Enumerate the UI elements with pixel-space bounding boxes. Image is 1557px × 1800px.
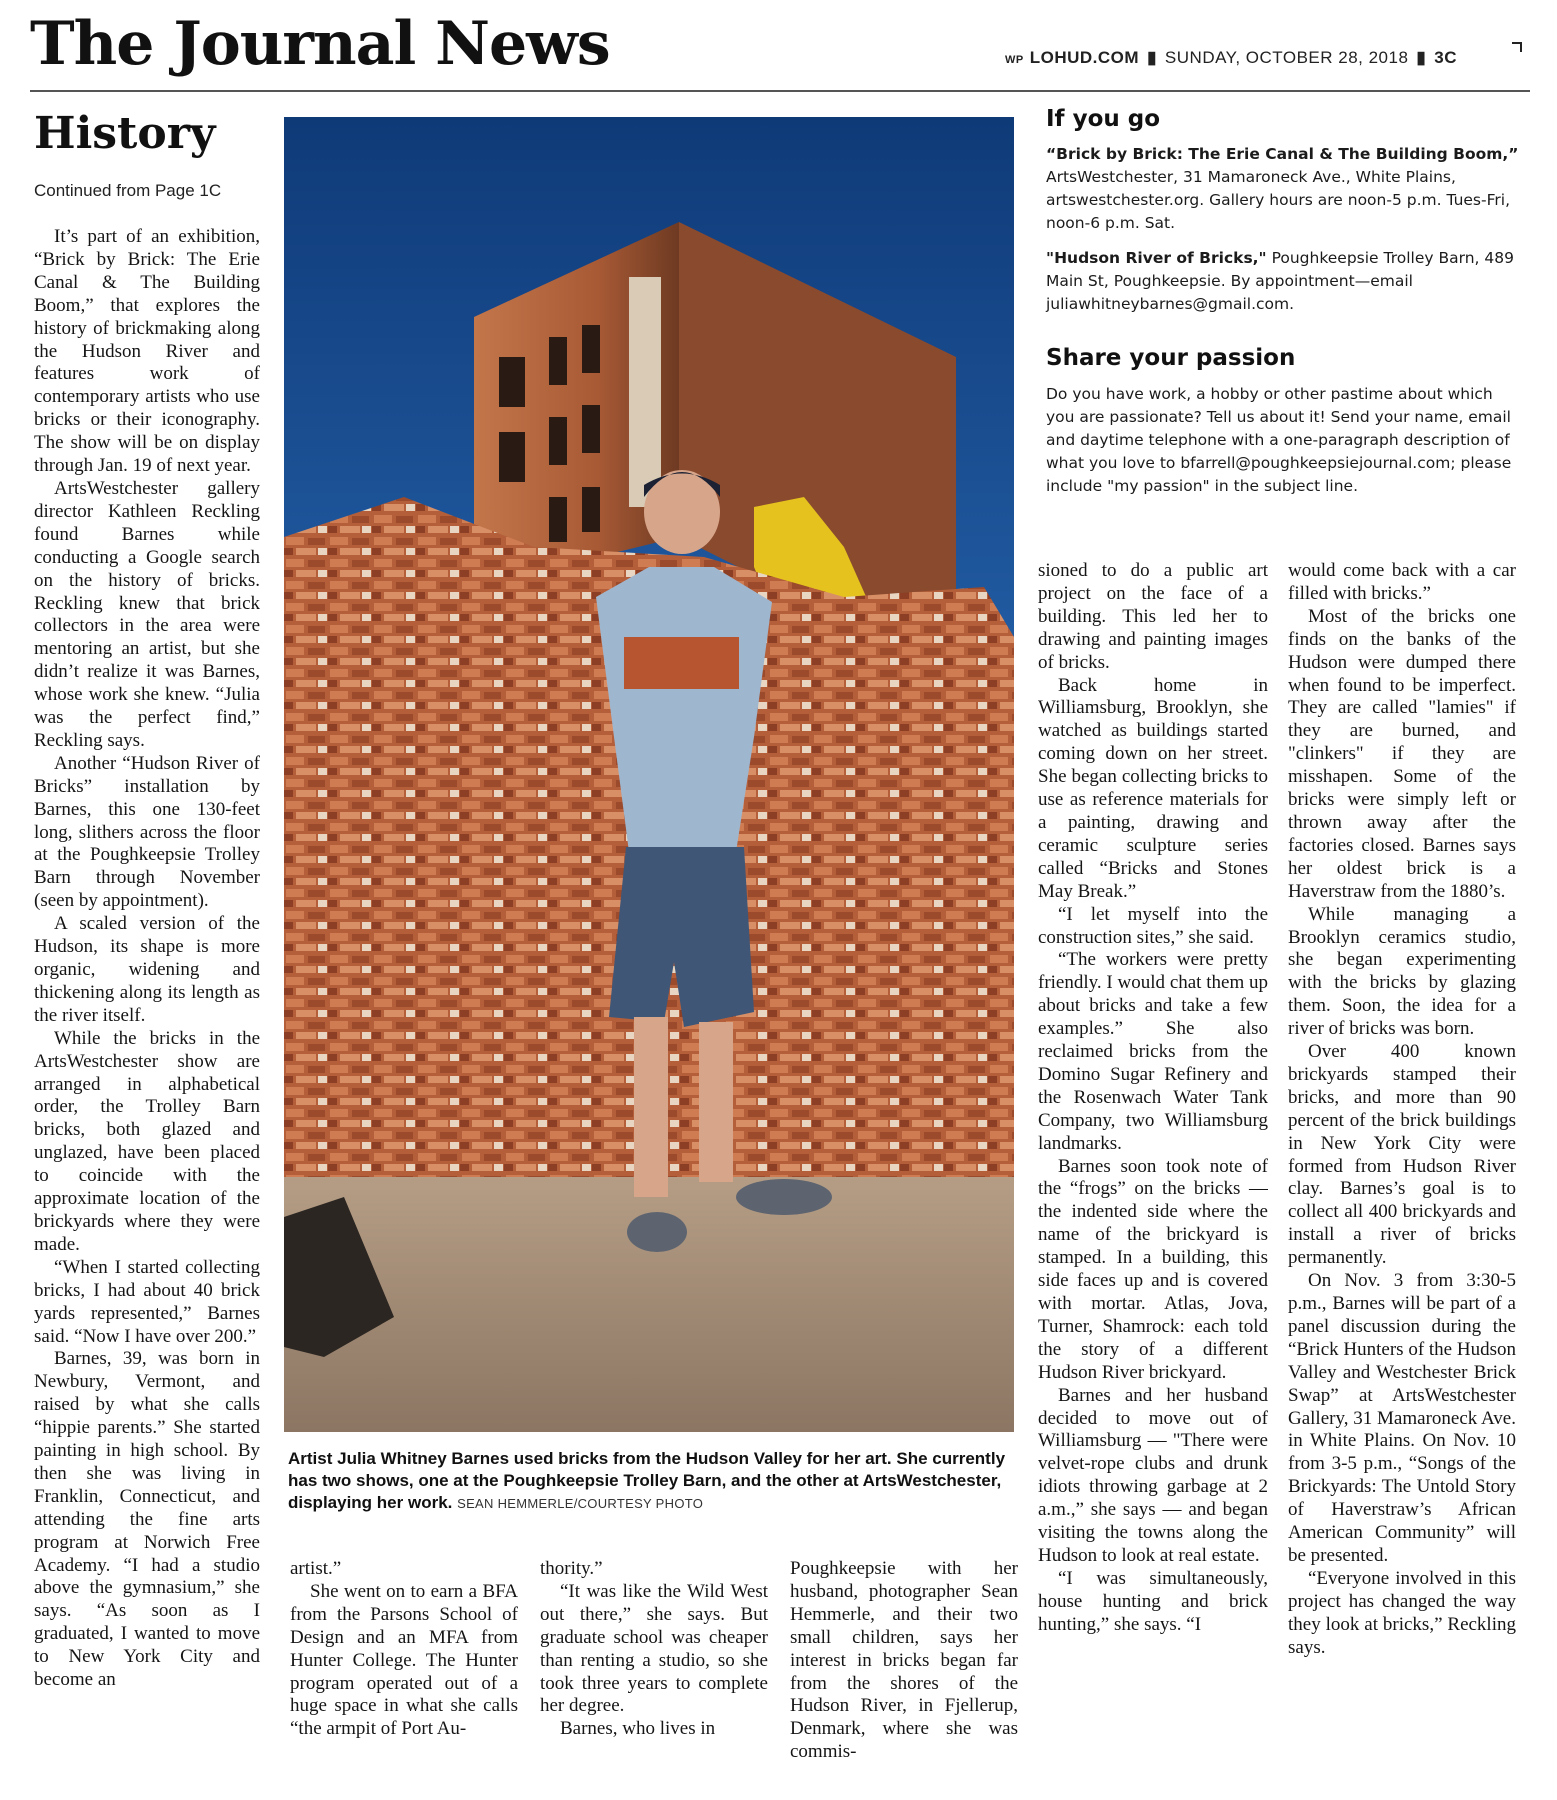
dateline: [1005, 48, 1525, 68]
paragraph: It’s part of an exhibition, “Brick by Brick: The Erie Canal & The Building Boom,” that explores the history of brickmaking along the Hudson River and features work of contemporary artists who use bricks or their iconography. The show will be on display through Jan. 19 of next year.: [34, 226, 260, 477]
site-name: LOHUD.COM: [1029, 48, 1140, 67]
paragraph: While the bricks in the ArtsWestchester show are arranged in alphabetical order, the Trolley Barn bricks, both glazed and unglazed, have been placed to coincide with the approximate location of the brickyards where they were made.: [34, 1027, 260, 1255]
paragraph: Barnes and her husband decided to move out of Williamsburg — "There were velvet-rope clubs and drunk idiots throwing garbage at 2 a.m.,” she says — and began visiting the towns along the Hudson to look at real estate.: [1038, 1384, 1268, 1566]
paragraph: A scaled version of the Hudson, its shape is more organic, widening and thickening along its length as the river itself.: [34, 913, 260, 1026]
share-passion-text: [1046, 383, 1526, 510]
paragraph: artist.”: [290, 1558, 342, 1579]
paragraph: Another “Hudson River of Bricks” installation by Barnes, this one 130-feet long, slithers across the floor at the Poughkeepsie Trolley Barn through November (seen by appointment).: [34, 752, 260, 912]
if-you-go-listings: [1046, 143, 1526, 328]
article-column-1: [34, 226, 260, 1776]
paragraph: Most of the bricks one finds on the banks of the Hudson were dumped there when found to be imperfect. They are called "lamies" if they are burned, and "clinkers" if they are misshapen. Some of the bricks were simply left or thrown away after the factories closed. Barnes says her oldest brick is a Haverstraw from the 1880’s.: [1288, 605, 1516, 902]
paragraph: “When I started collecting bricks, I had about 40 brick yards represented,” Barnes said. “Now I have over 200.”: [34, 1256, 260, 1347]
paragraph: thority.”: [540, 1558, 603, 1579]
paragraph: Barnes, 39, was born in Newbury, Vermont, and raised by what she calls “hippie parents.” She started painting in high school. By then she was living in Franklin, Connecticut, and attending the fine arts program at Norwich Free Academy. “I had a studio above the gymnasium,” she says. “As soon as I graduated, I wanted to move to New York City and become an: [34, 1348, 260, 1691]
paragraph: Back home in Williamsburg, Brooklyn, she watched as buildings started coming down on her street. She began collecting bricks to use as reference materials for a painting, drawing and ceramic sculpture series called “Bricks and Stones May Break.”: [1038, 674, 1268, 902]
listing-brick-by-brick: [1046, 143, 1526, 235]
listing-name: "Hudson River of Bricks,": [1046, 249, 1267, 267]
separator: ▮: [1147, 48, 1157, 67]
paragraph: Barnes, who lives in: [560, 1718, 716, 1740]
paragraph: would come back with a car filled with bricks.”: [1288, 560, 1516, 604]
listing-hudson-river-of-bricks: [1046, 247, 1526, 316]
photo-julia-barnes-bricks: [284, 117, 1014, 1432]
paragraph: “The workers were pretty friendly. I would chat them up about bricks and take a few examples.” She also reclaimed bricks from the Domino Sugar Refinery and the Rosenwach Water Tank Company, two Williamsburg landmarks.: [1038, 949, 1268, 1154]
paragraph: She went on to earn a BFA from the Parsons School of Design and an MFA from Hunter College. The Hunter program operated out of a huge space in what she calls “the armpit of Port Au-: [290, 1580, 518, 1740]
listing-details: ArtsWestchester, 31 Mamaroneck Ave., White Plains, artswestchester.org. Gallery hours are noon-5 p.m. Tues-Fri, noon-6 p.m. Sat.: [1046, 168, 1510, 232]
photo-caption: [288, 1448, 1016, 1515]
share-passion-paragraph: Do you have work, a hobby or other pastime about which you are passionate? Tell us about it! Send your name, email and daytime telephone with a one-paragraph description of what you love to bfarrell@poughkeepsiejournal.com; please include "my passion" in the subject line.: [1046, 385, 1512, 495]
corner-mark: [1512, 42, 1522, 52]
continued-note: Continued from Page 1C: [34, 181, 222, 200]
paragraph: “I let myself into the construction sites,” she said.: [1038, 903, 1268, 948]
if-you-go-heading: If you go: [1046, 106, 1161, 132]
header-rule: [30, 90, 1530, 92]
paragraph: “It was like the Wild West out there,” she says. But graduate school was cheaper than renting a studio, so she took three years to complete her degree.: [540, 1580, 768, 1717]
article-column-3: [540, 1558, 768, 1768]
article-column-2: [290, 1558, 518, 1768]
publication-date: SUNDAY, OCTOBER 28, 2018: [1164, 48, 1409, 67]
paragraph: “Everyone involved in this project has changed the way they look at bricks,” Reckling says.: [1288, 1567, 1516, 1658]
article-column-6: [1288, 560, 1516, 1770]
listing-details: Poughkeepsie Trolley Barn, 489 Main St, Poughkeepsie. By appointment—email juliawhitneybarnes@gmail.com.: [1046, 249, 1514, 313]
paragraph: Over 400 known brickyards stamped their bricks, and more than 90 percent of the brick buildings in New York City were formed from Hudson River clay. Barnes’s goal is to collect all 400 brickyards and install a river of bricks permanently.: [1288, 1041, 1516, 1269]
separator: ▮: [1416, 48, 1427, 67]
article-column-5: [1038, 560, 1268, 1770]
listing-name: “Brick by Brick: The Erie Canal & The Building Boom,”: [1046, 145, 1519, 163]
edition-code: WP: [1005, 54, 1024, 66]
article-photo: [284, 117, 1014, 1432]
newspaper-masthead: The Journal News: [30, 9, 610, 79]
paragraph: “I was simultaneously, house hunting and brick hunting,” she says. “I: [1038, 1567, 1268, 1635]
paragraph: Barnes soon took note of the “frogs” on the bricks — the indented side where the name of the brickyard is stamped. In a building, this side faces up and is covered with mortar. Atlas, Jova, Turner, Shamrock: each told the story of a different Hudson River brickyard.: [1038, 1155, 1268, 1383]
photo-credit: SEAN HEMMERLE/COURTESY PHOTO: [457, 1496, 704, 1511]
page-number: 3C: [1434, 48, 1458, 67]
article-column-4: [790, 1558, 1018, 1768]
paragraph: ArtsWestchester gallery director Kathleen Reckling found Barnes while conducting a Google search on the history of bricks. Reckling knew that brick collectors in the area were mentoring an artist, but she didn’t realize it was Barnes, whose work she knew. “Julia was the perfect find,” Reckling says.: [34, 477, 260, 751]
caption-text: Artist Julia Whitney Barnes used bricks from the Hudson Valley for her art. She currently has two shows, one at the Poughkeepsie Trolley Barn, and the other at ArtsWestchester, displaying her work.: [288, 1449, 1006, 1512]
paragraph: Poughkeepsie with her husband, photographer Sean Hemmerle, and their two small children, says her interest in bricks began far from the shores of the Hudson River, in Fjellerup, Denmark, where she was commis-: [790, 1558, 1018, 1763]
paragraph: On Nov. 3 from 3:30-5 p.m., Barnes will be part of a panel discussion during the “Brick Hunters of the Hudson Valley and Westchester Brick Swap” at ArtsWestchester Gallery, 31 Mamaroneck Ave. in White Plains. On Nov. 10 from 3-5 p.m., “Songs of the Brickyards: The Untold Story of Haverstraw’s African American Community” will be presented.: [1288, 1270, 1516, 1566]
section-title: History: [34, 108, 216, 159]
paragraph: While managing a Brooklyn ceramics studio, she began experimenting with the bricks by glazing them. Soon, the idea for a river of bricks was born.: [1288, 903, 1516, 1040]
paragraph: sioned to do a public art project on the face of a building. This led her to drawing and painting images of bricks.: [1038, 560, 1268, 673]
share-passion-heading: Share your passion: [1046, 345, 1296, 371]
